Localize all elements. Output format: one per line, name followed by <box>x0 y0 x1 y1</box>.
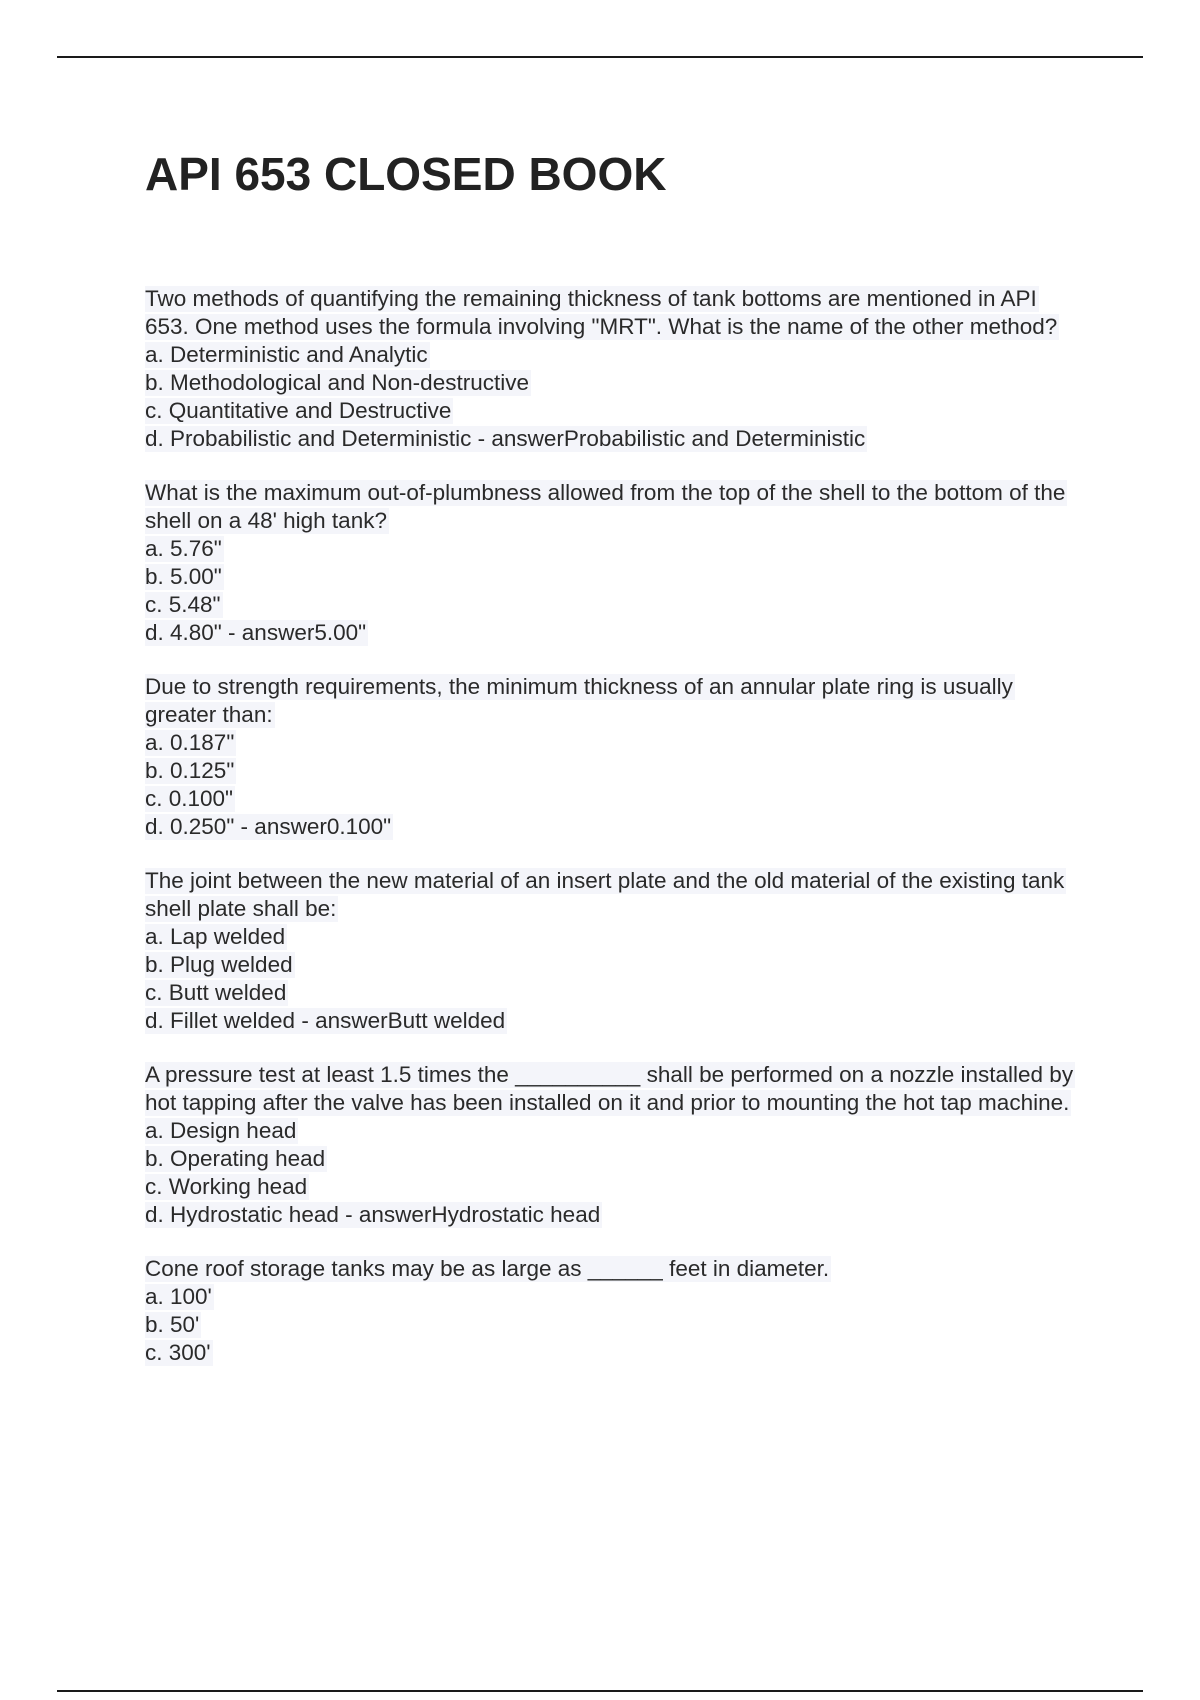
question-block-6 <box>145 1255 1085 1367</box>
question-text: Two methods of quantifying the remaining thickness of tank bottoms are mentioned in API 653. One method uses the formula involving "MRT". What is the name of the other method? <box>145 286 1058 339</box>
option-c: c. 300' <box>145 1340 211 1365</box>
option-c: c. 0.100" <box>145 786 234 811</box>
option-b: b. 50' <box>145 1312 200 1337</box>
option-c: c. Quantitative and Destructive <box>145 398 452 423</box>
option-list <box>145 729 1085 841</box>
question-text: The joint between the new material of an insert plate and the old material of the existing tank shell plate shall be: <box>145 868 1065 921</box>
option-b: b. Operating head <box>145 1146 326 1171</box>
question-block-2 <box>145 479 1085 647</box>
option-b: b. Methodological and Non-destructive <box>145 370 529 395</box>
option-list <box>145 535 1085 647</box>
option-a: a. Design head <box>145 1118 297 1143</box>
option-c: c. Butt welded <box>145 980 287 1005</box>
question-block-5 <box>145 1061 1085 1229</box>
page-title: API 653 CLOSED BOOK <box>145 148 667 200</box>
option-list <box>145 1283 1085 1367</box>
option-c: c. Working head <box>145 1174 308 1199</box>
option-d-with-answer: d. 0.250" - answer0.100" <box>145 814 392 839</box>
option-a: a. 0.187" <box>145 730 235 755</box>
option-b: b. Plug welded <box>145 952 293 977</box>
question-text: A pressure test at least 1.5 times the __________ shall be performed on a nozzle installed by hot tapping after the valve has been installed on it and prior to mounting the hot tap machine. <box>145 1062 1074 1115</box>
option-d-with-answer: d. Probabilistic and Deterministic - answerProbabilistic and Deterministic <box>145 426 866 451</box>
header-rule <box>57 56 1143 58</box>
option-list <box>145 341 1085 453</box>
option-b: b. 0.125" <box>145 758 235 783</box>
question-text: Cone roof storage tanks may be as large as ______ feet in diameter. <box>145 1256 830 1281</box>
footer-rule <box>57 1690 1143 1692</box>
option-a: a. Deterministic and Analytic <box>145 342 428 367</box>
option-c: c. 5.48" <box>145 592 221 617</box>
option-list <box>145 923 1085 1035</box>
question-text: Due to strength requirements, the minimum thickness of an annular plate ring is usually greater than: <box>145 674 1013 727</box>
option-d-with-answer: d. Fillet welded - answerButt welded <box>145 1008 506 1033</box>
question-block-3 <box>145 673 1085 841</box>
option-a: a. 100' <box>145 1284 212 1309</box>
question-block-1 <box>145 285 1085 453</box>
question-text: What is the maximum out-of-plumbness allowed from the top of the shell to the bottom of the shell on a 48' high tank? <box>145 480 1066 533</box>
question-block-4 <box>145 867 1085 1035</box>
option-d-with-answer: d. Hydrostatic head - answerHydrostatic head <box>145 1202 601 1227</box>
option-a: a. 5.76" <box>145 536 222 561</box>
option-a: a. Lap welded <box>145 924 286 949</box>
option-list <box>145 1117 1085 1229</box>
question-list <box>145 285 1085 1393</box>
option-d-with-answer: d. 4.80" - answer5.00" <box>145 620 367 645</box>
option-b: b. 5.00" <box>145 564 222 589</box>
